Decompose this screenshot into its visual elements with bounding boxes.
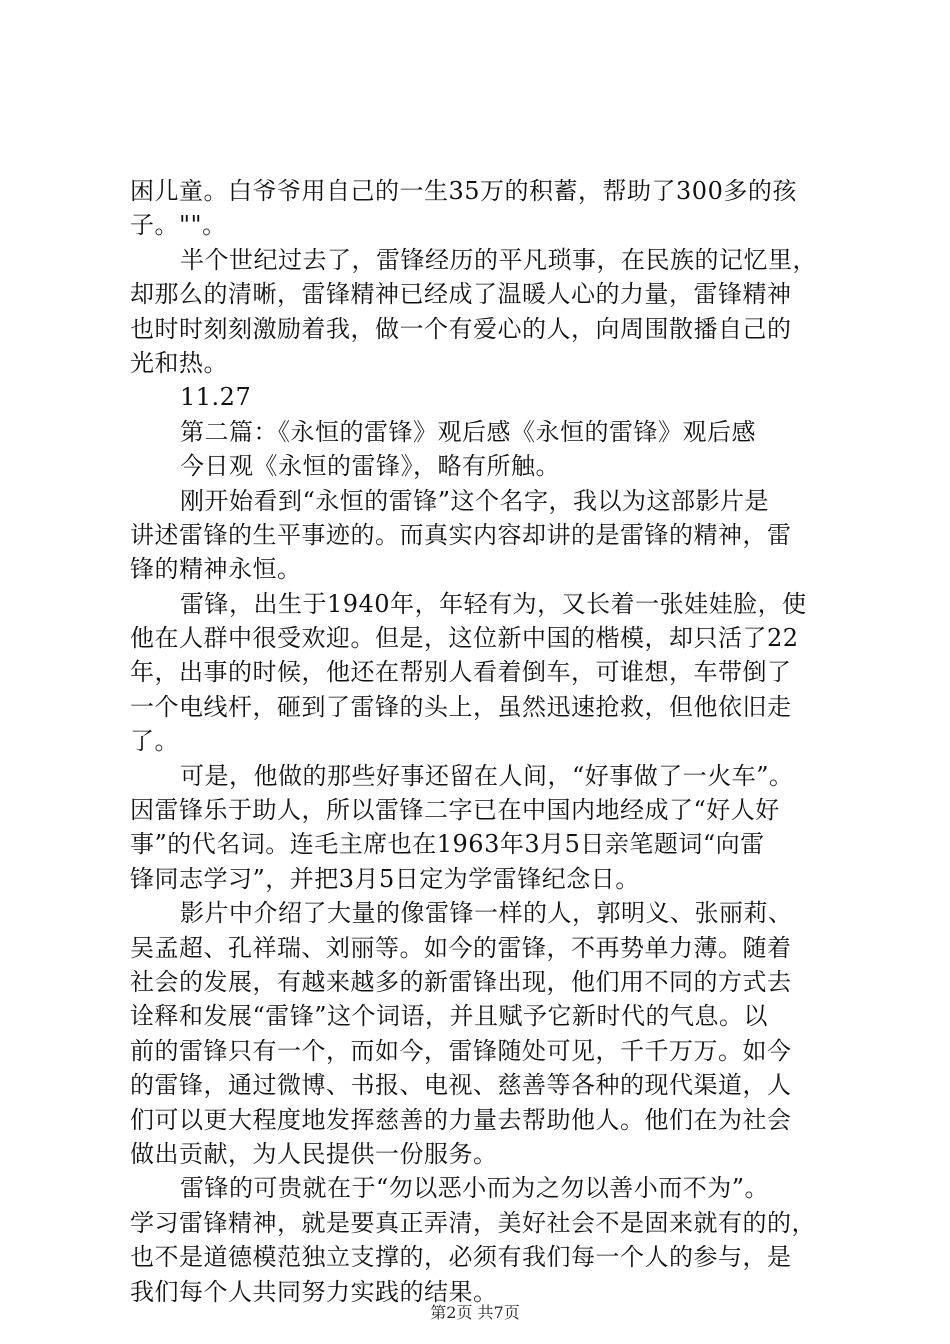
text-line: 雷锋的可贵就在于“勿以恶小而为之勿以善小而不为”。 — [180, 1174, 770, 1203]
text-line: 因雷锋乐于助人，所以雷锋二字已在中国内地经成了“好人好 — [130, 796, 780, 825]
text-line: 今日观《永恒的雷锋》，略有所触。 — [180, 452, 560, 481]
text-line: 锋同志学习”，并把3月5日定为学雷锋纪念日。 — [130, 864, 640, 893]
text-line: 第二篇：《永恒的雷锋》观后感《永恒的雷锋》观后感 — [180, 417, 756, 446]
text-line: 11.27 — [180, 383, 252, 412]
text-line: 做出贡献，为人民提供一份服务。 — [130, 1139, 498, 1168]
text-line: 半个世纪过去了，雷锋经历的平凡琐事，在民族的记忆里， — [180, 245, 817, 274]
text-line: 锋的精神永恒。 — [130, 555, 302, 584]
text-line: 们可以更大程度地发挥慈善的力量去帮助他人。他们在为社会 — [130, 1105, 792, 1134]
text-line: 诠释和发展“雷锋”这个词语，并且赋予它新时代的气息。以 — [130, 1002, 769, 1031]
text-line: 吴孟超、孔祥瑞、刘丽等。如今的雷锋，不再势单力薄。随着 — [130, 933, 792, 962]
text-line: 事”的代名词。连毛主席也在1963年3月5日亲笔题词“向雷 — [130, 830, 765, 859]
text-line: 年，出事的时候，他还在帮别人看着倒车，可谁想，车带倒了 — [130, 658, 792, 687]
text-line: 雷锋，出生于1940年，年轻有为，又长着一张娃娃脸，使 — [180, 589, 807, 618]
text-line: 影片中介绍了大量的像雷锋一样的人，郭明义、张丽莉、 — [180, 899, 793, 928]
text-line: 一个电线杆，砸到了雷锋的头上，虽然迅速抢救，但他依旧走 — [130, 692, 792, 721]
text-line: 讲述雷锋的生平事迹的。而真实内容却讲的是雷锋的精神，雷 — [130, 520, 792, 549]
text-line: 子。""。 — [130, 211, 227, 240]
text-line: 的雷锋，通过微博、书报、电视、慈善等各种的现代渠道，人 — [130, 1071, 792, 1100]
text-line: 可是，他做的那些好事还留在人间，“好事做了一火车”。 — [180, 761, 794, 790]
text-line: 也时时刻刻激励着我，做一个有爱心的人，向周围散播自己的 — [130, 314, 792, 343]
text-line: 了。 — [130, 727, 179, 756]
text-line: 他在人群中很受欢迎。但是，这位新中国的楷模，却只活了22 — [130, 624, 799, 653]
text-line: 光和热。 — [130, 348, 228, 377]
document-body — [130, 174, 830, 1309]
text-line: 我们每个人共同努力实践的结果。 — [130, 1277, 498, 1306]
text-line: 前的雷锋只有一个，而如今，雷锋随处可见，千千万万。如今 — [130, 1036, 792, 1065]
text-line: 社会的发展，有越来越多的新雷锋出现，他们用不同的方式去 — [130, 967, 792, 996]
text-line: 困儿童。白爷爷用自己的一生35万的积蓄，帮助了300多的孩 — [130, 177, 797, 205]
text-line: 刚开始看到“永恒的雷锋”这个名字，我以为这部影片是 — [180, 486, 770, 515]
text-line: 也不是道德模范独立支撑的，必须有我们每一个人的参与，是 — [130, 1243, 792, 1272]
text-line: 学习雷锋精神，就是要真正弄清，美好社会不是固来就有的的， — [130, 1208, 816, 1237]
text-line: 却那么的清晰，雷锋精神已经成了温暖人心的力量，雷锋精神 — [130, 280, 792, 309]
page-footer: 第2页 共7页 — [430, 1303, 520, 1322]
